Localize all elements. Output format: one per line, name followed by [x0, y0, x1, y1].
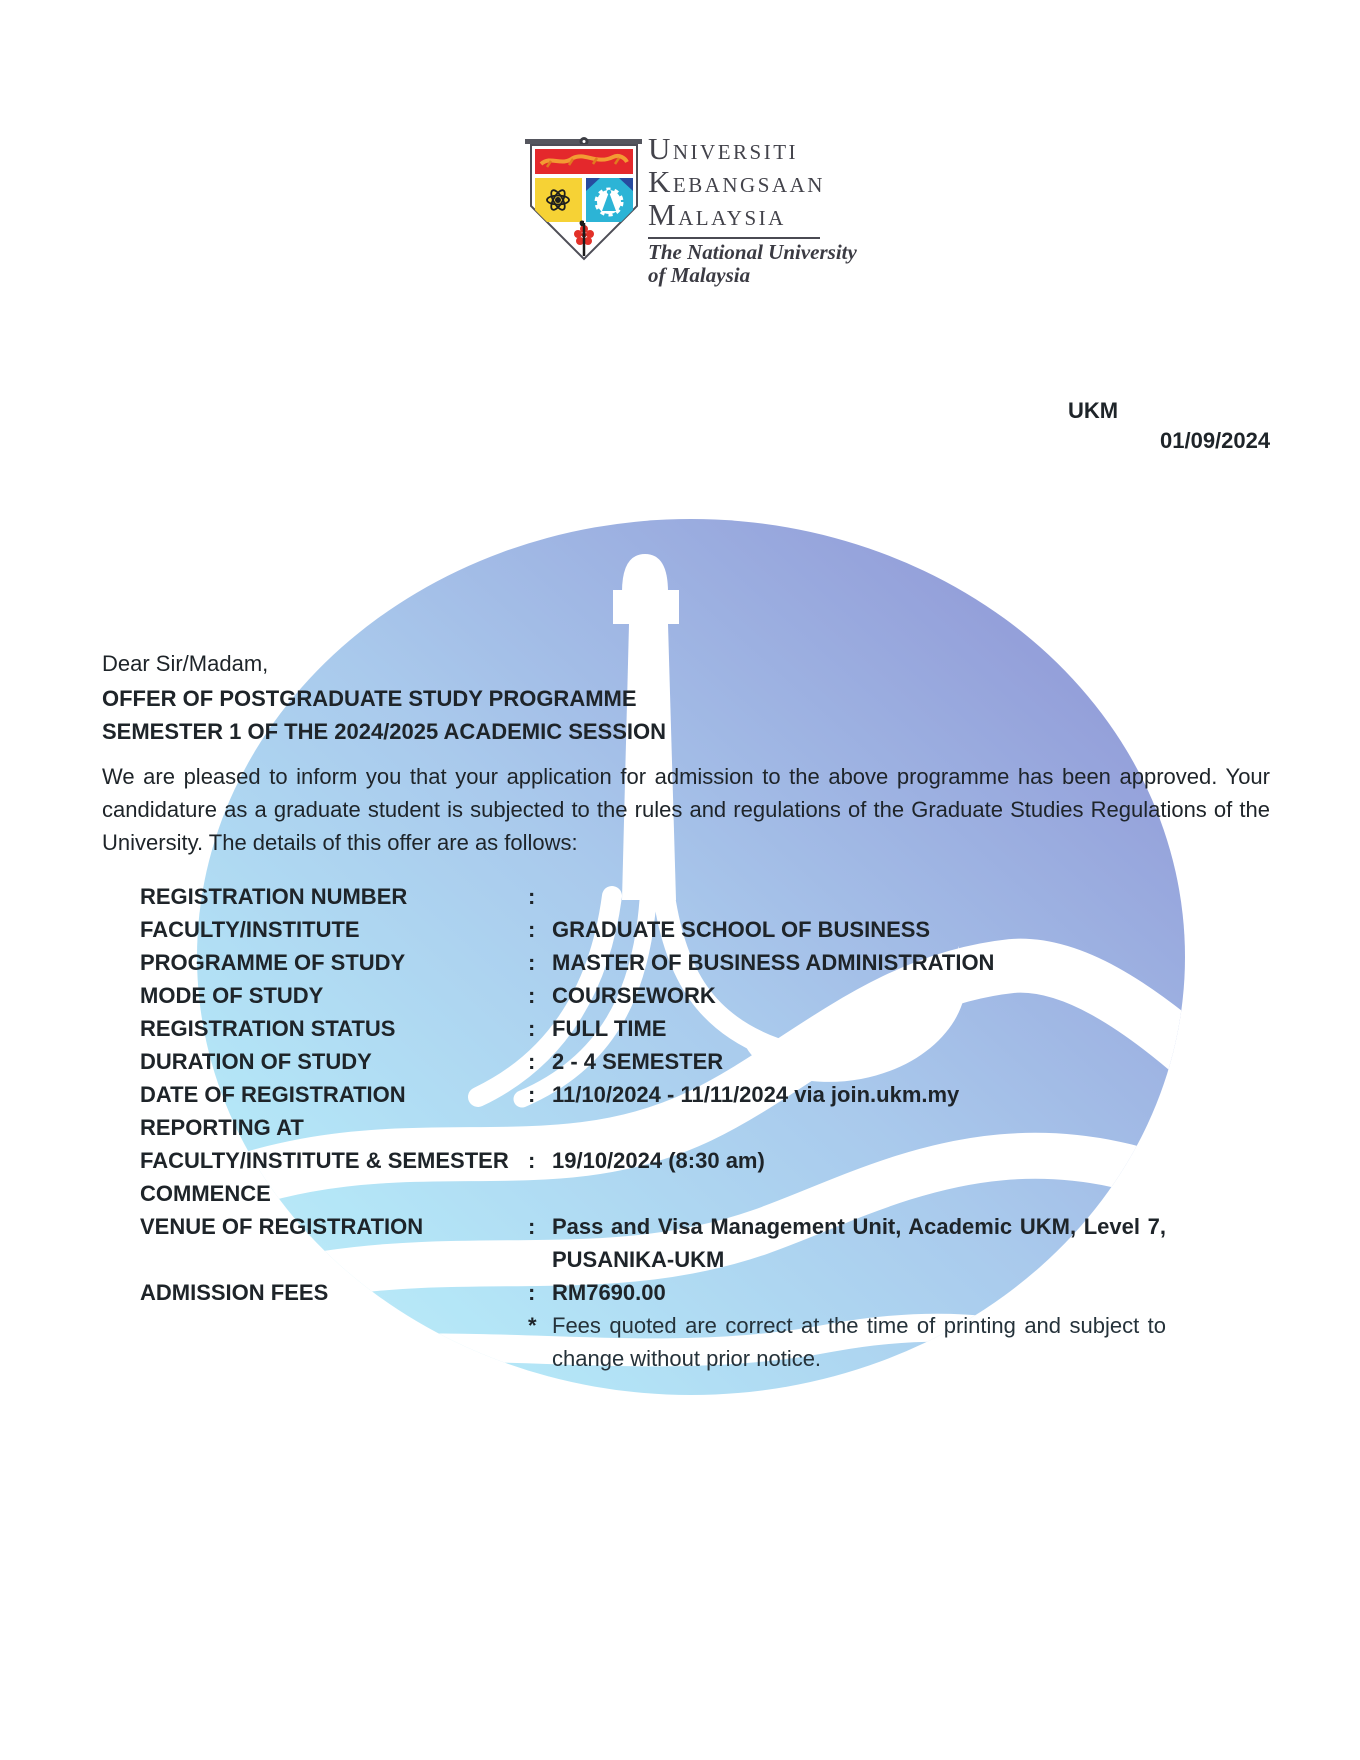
detail-value-line: 11/10/2024 - 11/11/2024 via join.ukm.my: [552, 1082, 960, 1107]
detail-label-line: DATE OF REGISTRATION: [140, 1082, 406, 1107]
detail-label-line: PROGRAMME OF STUDY: [140, 950, 406, 975]
detail-row: [140, 1309, 1166, 1375]
detail-separator: :: [528, 917, 536, 942]
detail-value: [552, 913, 1166, 946]
detail-label-line: COMMENCE: [140, 1181, 271, 1206]
detail-label-line: REPORTING AT: [140, 1115, 304, 1140]
reference-code: UKM: [1068, 398, 1119, 423]
detail-value: [552, 1045, 1166, 1078]
detail-row: [140, 979, 1166, 1012]
detail-label: [140, 1111, 528, 1210]
wordmark-initial: K: [648, 164, 673, 199]
detail-label: [140, 1012, 528, 1045]
subject-line: OFFER OF POSTGRADUATE STUDY PROGRAMME: [102, 686, 637, 711]
body-line: University. The details of this offer are as follows:: [102, 830, 578, 855]
wordmark-initial: U: [648, 131, 673, 166]
detail-label: [140, 1210, 528, 1243]
wordmark-rest: EBANGSAAN: [672, 173, 825, 197]
detail-label: [140, 979, 528, 1012]
body-line: We are pleased to inform you that your application for admission to the above programme has been approved. Your: [102, 764, 1270, 789]
university-wordmark: [648, 132, 825, 231]
detail-row: [140, 1012, 1166, 1045]
wordmark-line: [648, 132, 825, 165]
detail-value-line: 19/10/2024 (8:30 am): [552, 1148, 765, 1173]
detail-value: [552, 1210, 1166, 1276]
wordmark-rest: NIVERSITI: [672, 140, 799, 164]
body-line: candidature as a graduate student is subjected to the rules and regulations of the Graduate Studies Regulations of the: [102, 797, 1270, 822]
detail-row: [140, 946, 1166, 979]
subject-heading: [102, 682, 666, 748]
detail-value: [552, 979, 1166, 1012]
detail-label-line: DURATION OF STUDY: [140, 1049, 372, 1074]
detail-value-line: MASTER OF BUSINESS ADMINISTRATION: [552, 950, 995, 975]
detail-separator: :: [528, 983, 536, 1008]
detail-value-line: FULL TIME: [552, 1016, 667, 1041]
detail-value: [552, 1111, 1166, 1177]
detail-separator: :: [528, 1082, 536, 1107]
detail-label: [140, 1078, 528, 1111]
detail-value: [552, 1309, 1166, 1375]
university-tagline: [648, 241, 857, 287]
tagline-line: The National University: [648, 240, 857, 264]
detail-label-line: REGISTRATION STATUS: [140, 1016, 396, 1041]
detail-value-line: RM7690.00: [552, 1280, 666, 1305]
detail-row: [140, 913, 1166, 946]
detail-label: [140, 1276, 528, 1309]
detail-value: [552, 1012, 1166, 1045]
detail-label: [140, 880, 528, 913]
detail-value: [552, 1078, 1166, 1111]
detail-value-line: PUSANIKA-UKM: [552, 1247, 725, 1272]
detail-row: [140, 1276, 1166, 1309]
detail-label-line: FACULTY/INSTITUTE & SEMESTER: [140, 1148, 509, 1173]
detail-separator: :: [528, 884, 536, 909]
details-table: [140, 880, 1166, 1375]
detail-value-line: [552, 880, 1166, 913]
detail-value: [552, 946, 1166, 979]
wordmark-divider: [648, 237, 820, 239]
wordmark-line: [648, 198, 825, 231]
detail-row: [140, 880, 1166, 913]
wordmark-rest: ALAYSIA: [678, 206, 786, 230]
detail-value-line: 2 - 4 SEMESTER: [552, 1049, 724, 1074]
tagline-line: of Malaysia: [648, 263, 751, 287]
detail-row: [140, 1045, 1166, 1078]
detail-label: [140, 946, 528, 979]
detail-separator: :: [528, 1280, 536, 1305]
wordmark-line: [648, 165, 825, 198]
detail-label-line: REGISTRATION NUMBER: [140, 884, 408, 909]
wordmark-initial: M: [648, 197, 679, 232]
salutation: Dear Sir/Madam,: [102, 651, 269, 676]
fees-note-line: Fees quoted are correct at the time of printing and subject to: [552, 1313, 1166, 1338]
detail-row: [140, 1078, 1166, 1111]
detail-label: [140, 913, 528, 946]
detail-separator: :: [528, 950, 536, 975]
body-paragraph: [102, 760, 1270, 859]
detail-separator: :: [528, 1148, 536, 1173]
detail-label: [140, 1045, 528, 1078]
detail-value-line: GRADUATE SCHOOL OF BUSINESS: [552, 917, 931, 942]
detail-value: [552, 880, 1166, 913]
detail-value-line: COURSEWORK: [552, 983, 716, 1008]
detail-separator: :: [528, 1049, 536, 1074]
detail-row: [140, 1210, 1166, 1276]
fees-note-line: change without prior notice.: [552, 1346, 822, 1371]
detail-separator: *: [528, 1313, 537, 1338]
detail-row: [140, 1111, 1166, 1210]
detail-separator: :: [528, 1016, 536, 1041]
detail-label-line: MODE OF STUDY: [140, 983, 324, 1008]
ukm-crest-logo: [521, 136, 646, 268]
detail-label-line: ADMISSION FEES: [140, 1280, 329, 1305]
detail-separator: :: [528, 1214, 536, 1239]
letter-date: 01/09/2024: [1160, 428, 1271, 453]
detail-value: [552, 1276, 1166, 1309]
subject-line: SEMESTER 1 OF THE 2024/2025 ACADEMIC SESSION: [102, 719, 667, 744]
detail-label-line: VENUE OF REGISTRATION: [140, 1214, 424, 1239]
detail-value-line: Pass and Visa Management Unit, Academic UKM, Level 7,: [552, 1214, 1166, 1239]
detail-label-line: FACULTY/INSTITUTE: [140, 917, 360, 942]
